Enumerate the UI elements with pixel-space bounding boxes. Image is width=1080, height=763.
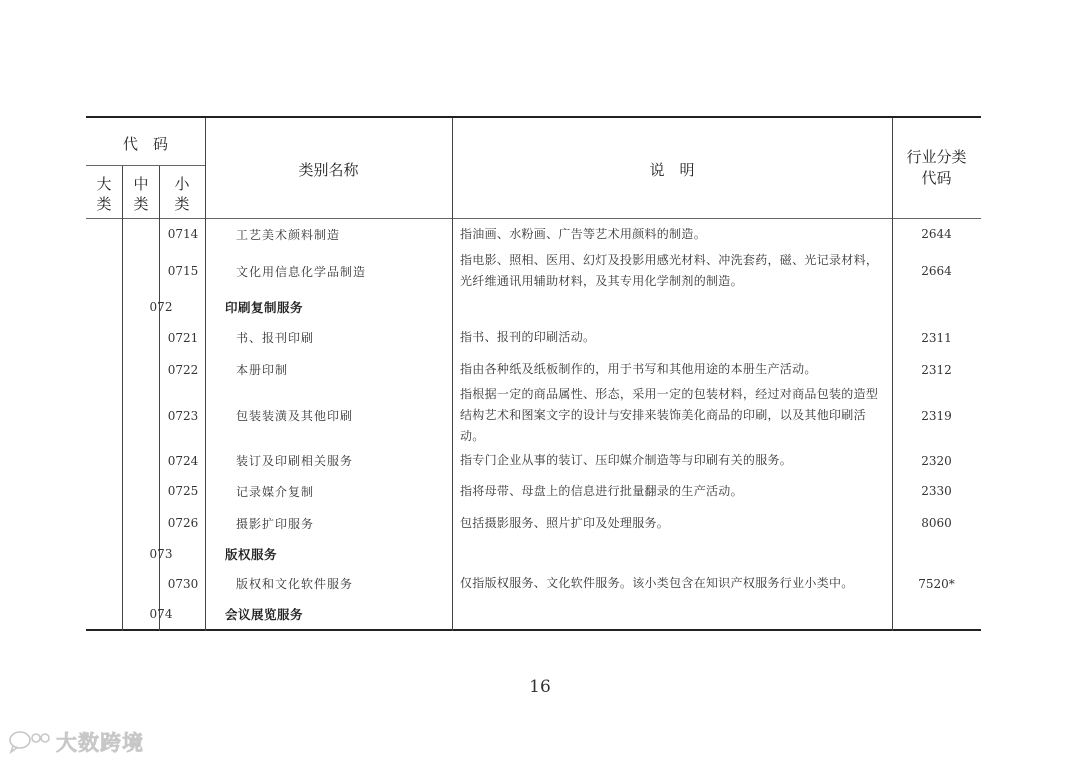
- minor-class-code: 0715: [167, 264, 199, 278]
- category-description: 指油画、水粉画、广告等艺术用颜料的制造。: [460, 226, 707, 241]
- middle-class-code: 072: [149, 300, 173, 314]
- minor-class-code: 0724: [167, 453, 199, 468]
- category-name: 记录媒介复制: [236, 484, 315, 499]
- header-name: 类别名称: [298, 161, 359, 179]
- industry-code: 2644: [921, 227, 952, 241]
- minor-class-code: 0723: [167, 408, 199, 423]
- category-name: 装订及印刷相关服务: [236, 454, 354, 468]
- table-row: [86, 599, 981, 629]
- table-row: [86, 475, 981, 507]
- industry-code: [892, 293, 981, 321]
- table-row: [86, 568, 981, 599]
- header-minor: 小 类: [174, 175, 190, 213]
- table-row: [86, 507, 981, 539]
- industry-code: 2319: [921, 408, 952, 423]
- industry-code: 2311: [921, 330, 952, 345]
- minor-class-code: 0722: [167, 362, 199, 377]
- minor-class-code: [162, 293, 204, 321]
- category-description: 指专门企业从事的装订、压印媒介制造等与印刷有关的服务。: [460, 453, 793, 467]
- wechat-logo-icon: [8, 729, 52, 755]
- header-code-group: 代 码: [122, 135, 168, 153]
- industry-code: [892, 539, 981, 568]
- table-row: [86, 446, 981, 475]
- category-name: 版权和文化软件服务: [236, 577, 354, 591]
- category-description: [460, 539, 888, 568]
- minor-class-code: [162, 599, 204, 629]
- industry-code: 2664: [921, 264, 952, 278]
- category-name: 工艺美术颜料制造: [236, 227, 341, 242]
- category-description: 指书、报刊的印刷活动。: [460, 330, 596, 344]
- industry-code: 2320: [921, 453, 952, 468]
- industry-code: 7520*: [918, 576, 955, 591]
- watermark: [8, 727, 144, 757]
- category-name: 版权服务: [225, 546, 278, 562]
- header-major: 大 类: [96, 175, 112, 213]
- header-industry-code: 行业分类 代码: [906, 148, 967, 187]
- category-description: 包括摄影服务、照片扩印及处理服务。: [460, 515, 670, 530]
- minor-class-code: 0725: [167, 484, 199, 498]
- industry-code: [892, 599, 981, 629]
- category-name: 书、报刊印刷: [236, 331, 315, 345]
- category-description: 指将母带、母盘上的信息进行批量翻录的生产活动。: [460, 483, 743, 498]
- minor-class-code: 0721: [167, 330, 199, 345]
- header-middle: 中 类: [133, 175, 149, 213]
- top-rule: [86, 116, 981, 118]
- category-description: [460, 599, 888, 629]
- bottom-rule: [86, 629, 981, 631]
- category-description: 仅指版权服务、文化软件服务。该小类包含在知识产权服务行业小类中。: [460, 576, 854, 590]
- minor-class-code: 0714: [167, 227, 199, 241]
- category-name: 包装装潢及其他印刷: [236, 409, 354, 423]
- table-row: [86, 354, 981, 385]
- industry-code: 2330: [921, 484, 952, 498]
- table-row: [86, 321, 981, 354]
- minor-class-code: 0730: [167, 576, 199, 591]
- minor-class-code: 0726: [167, 516, 199, 530]
- category-description: 指根据一定的商品属性、形态，采用一定的包装材料，经过对商品包装的造型结构艺术和图案文字的设计与安排来装饰美化商品的印刷，以及其他印刷活动。: [460, 387, 879, 443]
- classification-table: [86, 116, 981, 631]
- code-group-divider: [86, 165, 205, 166]
- table-row: [86, 293, 981, 321]
- category-name: 印刷复制服务: [225, 300, 304, 315]
- category-description: [460, 293, 888, 321]
- page-number: 16: [529, 677, 551, 697]
- middle-class-code: 073: [149, 546, 173, 561]
- watermark-text: 大数跨境: [56, 731, 144, 755]
- table-row: [86, 539, 981, 568]
- minor-class-code: [162, 539, 204, 568]
- middle-class-code: 074: [149, 607, 173, 621]
- table-row: [86, 385, 981, 446]
- category-description: 指电影、照相、医用、幻灯及投影用感光材料、冲洗套药，磁、光记录材料，光纤维通讯用辅助材料，及其专用化学制剂的制造。: [460, 253, 879, 288]
- header-description: 说 明: [649, 161, 695, 179]
- table-row: [86, 219, 981, 249]
- category-name: 本册印制: [236, 363, 289, 377]
- industry-code: 8060: [921, 516, 952, 530]
- category-name: 摄影扩印服务: [236, 516, 315, 531]
- category-description: 指由各种纸及纸板制作的，用于书写和其他用途的本册生产活动。: [460, 362, 817, 376]
- table-row: [86, 249, 981, 293]
- industry-code: 2312: [921, 362, 952, 377]
- category-name: 会议展览服务: [225, 607, 304, 622]
- category-name: 文化用信息化学品制造: [236, 264, 367, 279]
